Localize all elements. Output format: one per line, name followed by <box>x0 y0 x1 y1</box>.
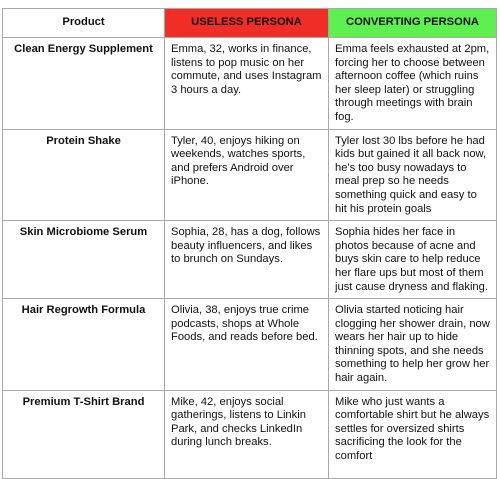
product-cell: Skin Microbiome Serum <box>3 221 165 299</box>
product-cell: Clean Energy Supplement <box>3 38 165 130</box>
product-cell: Hair Regrowth Formula <box>3 299 165 391</box>
converting-persona-cell: Emma feels exhausted at 2pm, forcing her to choose between afternoon coffee (which ruins her sleep later) or struggling through meetings with brain fog. <box>329 38 497 130</box>
header-row <box>3 9 497 38</box>
converting-persona-cell: Tyler lost 30 lbs before he had kids but gained it all back now, he's too busy nowadays to meal prep so he needs something quick and easy to hit his protein goals <box>329 129 497 221</box>
product-cell: Protein Shake <box>3 129 165 221</box>
header-useless-persona: USELESS PERSONA <box>165 9 329 38</box>
useless-persona-cell: Emma, 32, works in finance, listens to pop music on her commute, and uses Instagram 3 hours a day. <box>165 38 329 130</box>
table-row <box>3 38 497 130</box>
table-row <box>3 299 497 391</box>
table-row <box>3 221 497 299</box>
table-body <box>3 38 497 479</box>
useless-persona-cell: Mike, 42, enjoys social gatherings, listens to Linkin Park, and checks LinkedIn during lunch breaks. <box>165 390 329 478</box>
persona-comparison-table <box>2 8 497 479</box>
useless-persona-cell: Sophia, 28, has a dog, follows beauty influencers, and likes to brunch on Sundays. <box>165 221 329 299</box>
table-row <box>3 129 497 221</box>
useless-persona-cell: Olivia, 38, enjoys true crime podcasts, shops at Whole Foods, and reads before bed. <box>165 299 329 391</box>
header-product: Product <box>3 9 165 38</box>
converting-persona-cell: Sophia hides her face in photos because of acne and buys skin care to help reduce her flare ups but most of them just cause dryness and flaking. <box>329 221 497 299</box>
converting-persona-cell: Olivia started noticing hair clogging her shower drain, now wears her hair up to hide thinning spots, and she needs something to help her grow her hair again. <box>329 299 497 391</box>
table-header <box>3 9 497 38</box>
useless-persona-cell: Tyler, 40, enjoys hiking on weekends, watches sports, and prefers Android over iPhone. <box>165 129 329 221</box>
product-cell: Premium T-Shirt Brand <box>3 390 165 478</box>
converting-persona-cell: Mike who just wants a comfortable shirt but he always settles for oversized shirts sacrificing the look for the comfort <box>329 390 497 478</box>
table-row <box>3 390 497 478</box>
header-converting-persona: CONVERTING PERSONA <box>329 9 497 38</box>
